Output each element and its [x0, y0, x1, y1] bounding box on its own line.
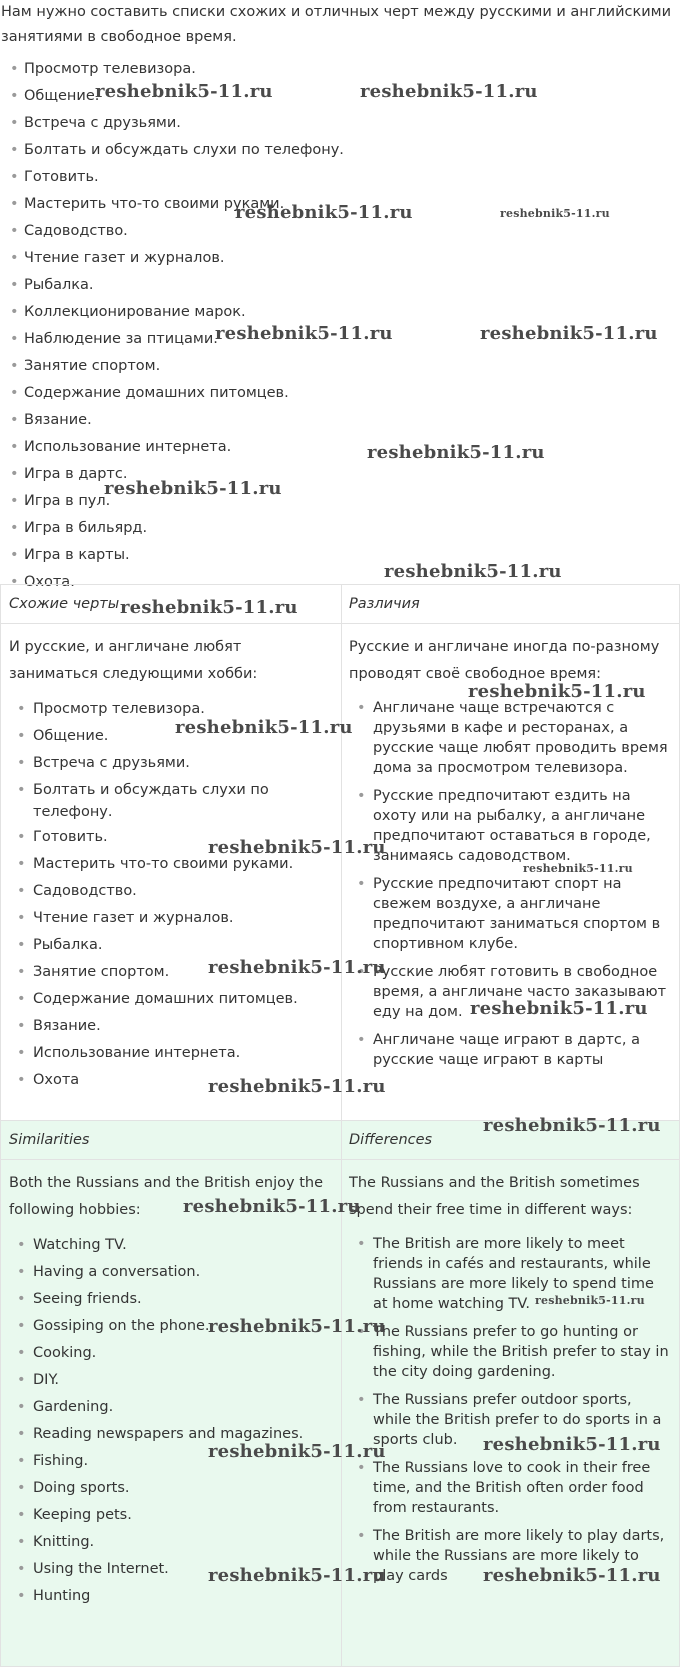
watermark: reshebnik5-11.ru — [483, 1115, 661, 1136]
list-item: • Встреча с друзьями. — [0, 111, 680, 138]
column-lead-text: Both the Russians and the British enjoy the following hobbies: — [9, 1175, 323, 1218]
watermark: reshebnik5-11.ru — [535, 1294, 645, 1307]
column-lead-text: И русские, и англичане любят заниматься следующими хобби: — [9, 639, 258, 682]
list-item: • Watching TV. — [1, 1234, 341, 1261]
watermark: reshebnik5-11.ru — [208, 957, 386, 978]
list-item: • Общение. — [1, 725, 341, 752]
list-item: • Англичане чаще играют в дартс, а русские чаще играют в карты — [341, 1030, 679, 1070]
watermark: reshebnik5-11.ru — [360, 81, 538, 102]
list-item: • Hunting — [1, 1585, 341, 1612]
column-header: Differences — [341, 1121, 679, 1160]
watermark: reshebnik5-11.ru — [208, 837, 386, 858]
column-header: Схожие черты — [1, 585, 341, 624]
list-item: • Наблюдение за птицами. — [0, 327, 680, 354]
list-item: • Мастерить что-то своими руками. — [1, 853, 341, 880]
list-item: • Игра в бильярд. — [0, 516, 680, 543]
intro-text: Нам нужно составить списки схожих и отличных черт между русскими и английскими занятиями в свободное время. — [1, 4, 672, 45]
list-item: • Занятие спортом. — [0, 354, 680, 381]
list-item: • Англичане чаще встречаются с друзьями в кафе и ресторанах, а русские чаще любят проводить время дома за просмотром телевизора. — [341, 698, 679, 778]
list-item: • Просмотр телевизора. — [1, 698, 341, 725]
watermark: reshebnik5-11.ru — [235, 202, 413, 223]
list-item: • Садоводство. — [0, 219, 680, 246]
watermark: reshebnik5-11.ru — [208, 1076, 386, 1097]
column-lead-text: Русские и англичане иногда по-разному проводят своё свободное время: — [349, 639, 660, 682]
list-item: • Готовить. — [0, 165, 680, 192]
watermark: reshebnik5-11.ru — [208, 1441, 386, 1462]
list-item: • Игра в пул. — [0, 489, 680, 516]
list-item: • Рыбалка. — [1, 934, 341, 961]
watermark: reshebnik5-11.ru — [208, 1316, 386, 1337]
list-item: • Просмотр телевизора. — [0, 57, 680, 84]
list-item: • Садоводство. — [1, 880, 341, 907]
differences-column — [341, 585, 679, 1120]
list-item: • Коллекционирование марок. — [0, 300, 680, 327]
watermark: reshebnik5-11.ru — [95, 81, 273, 102]
list-item: • Keeping pets. — [1, 1504, 341, 1531]
list-item: • Содержание домашних питомцев. — [0, 381, 680, 408]
column-header: Similarities — [1, 1121, 341, 1160]
list-item: • Общение. — [0, 84, 680, 111]
list-item: • Мастерить что-то своими руками. — [0, 192, 680, 219]
column-lead-text: The Russians and the British sometimes spend their free time in different ways: — [349, 1175, 640, 1218]
watermark: reshebnik5-11.ru — [183, 1196, 361, 1217]
column-header: Различия — [341, 585, 679, 624]
list-item: • Чтение газет и журналов. — [1, 907, 341, 934]
list-item: • Seeing friends. — [1, 1288, 341, 1315]
watermark: reshebnik5-11.ru — [468, 681, 646, 702]
differences-list — [341, 1234, 679, 1586]
similarities-list — [1, 698, 341, 1096]
watermark: reshebnik5-11.ru — [120, 597, 298, 618]
watermark: reshebnik5-11.ru — [104, 478, 282, 499]
list-item: • Встреча с друзьями. — [1, 752, 341, 779]
list-item: • Knitting. — [1, 1531, 341, 1558]
watermark: reshebnik5-11.ru — [483, 1565, 661, 1586]
list-item: • Охота. — [0, 570, 680, 597]
list-item: • Cooking. — [1, 1342, 341, 1369]
list-item: • Игра в карты. — [0, 543, 680, 570]
list-item: • Охота — [1, 1069, 341, 1096]
list-item: • DIY. — [1, 1369, 341, 1396]
watermark: reshebnik5-11.ru — [483, 1434, 661, 1455]
list-item: • The Russians prefer outdoor sports, while the British prefer to do sports in a sports club. — [341, 1390, 679, 1450]
watermark: reshebnik5-11.ru — [500, 207, 610, 220]
list-item: • Готовить. — [1, 826, 341, 853]
list-item: • Содержание домашних питомцев. — [1, 988, 341, 1015]
list-item: • Игра в дартс. — [0, 462, 680, 489]
list-item: • Русские предпочитают спорт на свежем воздухе, а англичане предпочитают заниматься спортом в спортивном клубе. — [341, 874, 679, 954]
list-item: • Чтение газет и журналов. — [0, 246, 680, 273]
list-item: • Вязание. — [0, 408, 680, 435]
list-item: • Болтать и обсуждать слухи по телефону. — [0, 138, 680, 165]
list-item: • Doing sports. — [1, 1477, 341, 1504]
watermark: reshebnik5-11.ru — [175, 717, 353, 738]
list-item: • The Russians love to cook in their free time, and the British often order food from restaurants. — [341, 1458, 679, 1518]
watermark: reshebnik5-11.ru — [480, 323, 658, 344]
list-item: • The Russians prefer to go hunting or fishing, while the British prefer to stay in the city doing gardening. — [341, 1322, 679, 1382]
list-item: • Использование интернета. — [0, 435, 680, 462]
list-item: • Болтать и обсуждать слухи по телефону. — [1, 779, 341, 826]
list-item: • Рыбалка. — [0, 273, 680, 300]
watermark: reshebnik5-11.ru — [523, 862, 633, 875]
similarities-list — [1, 1234, 341, 1612]
list-item: • Having a conversation. — [1, 1261, 341, 1288]
list-item: • Gossiping on the phone. — [1, 1315, 341, 1342]
list-item: • Gardening. — [1, 1396, 341, 1423]
list-item: • Reading newspapers and magazines. — [1, 1423, 341, 1450]
list-item: • Fishing. — [1, 1450, 341, 1477]
watermark: reshebnik5-11.ru — [384, 561, 562, 582]
watermark: reshebnik5-11.ru — [367, 442, 545, 463]
list-item: • Русские предпочитают ездить на охоту или на рыбалку, а англичане предпочитают оставаться в городе, занимаясь садоводством. — [341, 786, 679, 866]
watermark: reshebnik5-11.ru — [208, 1565, 386, 1586]
watermark: reshebnik5-11.ru — [215, 323, 393, 344]
list-item: • The British are more likely to meet friends in cafés and restaurants, while Russians are more likely to spend time at home watching TV. — [341, 1234, 679, 1314]
list-item: • Занятие спортом. — [1, 961, 341, 988]
list-item: • The British are more likely to play darts, while the Russians are more likely to play cards — [341, 1526, 679, 1586]
list-item: • Использование интернета. — [1, 1042, 341, 1069]
list-item: • Вязание. — [1, 1015, 341, 1042]
list-item: • Русские любят готовить в свободное время, а англичане часто заказывают еду на дом. — [341, 962, 679, 1022]
watermark: reshebnik5-11.ru — [470, 998, 648, 1019]
list-item: • Using the Internet. — [1, 1558, 341, 1585]
